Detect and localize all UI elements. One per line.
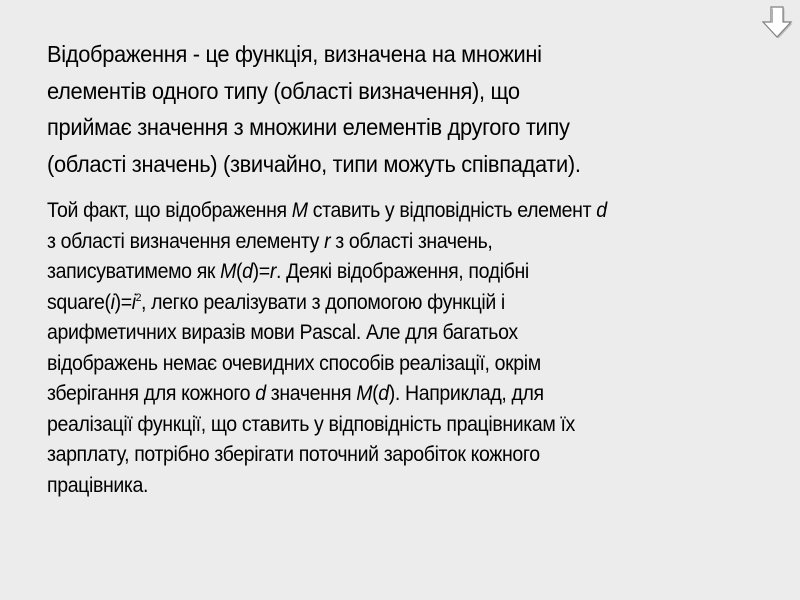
intro-line: Відображення - це функція, визначена на множині <box>47 41 542 67</box>
variable-r: r <box>324 229 331 253</box>
variable-d: d <box>255 382 266 405</box>
details-paragraph <box>47 196 749 501</box>
details-line <box>47 227 749 258</box>
details-line <box>47 379 749 410</box>
text-segment: )= <box>252 260 270 283</box>
variable-i: i <box>110 290 115 314</box>
text-segment: значення <box>265 382 357 405</box>
slide-content <box>47 36 787 501</box>
text-segment: )= <box>114 290 132 314</box>
variable-m: M <box>220 260 237 283</box>
variable-m: M <box>291 199 308 222</box>
slide-navigation <box>760 3 794 39</box>
text-segment: записуватимемо як <box>47 260 221 283</box>
details-line: працівника. <box>47 473 149 497</box>
text-segment: ( <box>236 260 243 283</box>
exponent: 2 <box>135 291 142 304</box>
text-segment: з області визначення елементу <box>47 229 325 253</box>
details-line: зарплату, потрібно зберігати поточний заробіток кожного <box>47 443 540 466</box>
text-segment: ( <box>372 382 379 405</box>
text-segment: Той факт, що відображення <box>47 199 292 222</box>
variable-r: r <box>269 260 276 283</box>
variable-d: d <box>242 260 253 283</box>
down-arrow-icon[interactable] <box>760 3 794 39</box>
variable-d: d <box>596 199 607 222</box>
details-line <box>47 288 749 319</box>
text-segment: ). Наприклад, для <box>388 382 544 405</box>
variable-i: i <box>131 290 136 314</box>
text-segment: ставить у відповідність елемент <box>307 199 597 222</box>
details-line <box>47 196 749 227</box>
text-segment: , легко реалізувати з допомогою функцій і <box>141 290 505 314</box>
intro-paragraph <box>47 36 786 182</box>
variable-m: M <box>356 382 373 405</box>
text-segment: зберігання для кожного <box>47 382 256 405</box>
text-segment: . Деякі відображення, подібні <box>275 260 529 283</box>
text-segment: з області значень, <box>330 229 493 253</box>
text-segment: square( <box>47 290 111 314</box>
variable-d: d <box>378 382 389 405</box>
intro-line: приймає значення з множини елементів другого типу <box>47 114 570 140</box>
details-line: реалізації функції, що ставить у відповідність працівникам їх <box>47 412 575 436</box>
intro-line: елементів одного типу (області визначення), що <box>47 77 520 104</box>
details-line: арифметичних виразів мови Pascal. Але для багатьох <box>47 321 518 344</box>
details-line <box>47 257 749 288</box>
intro-line: (області значень) (звичайно, типи можуть співпадати). <box>47 150 581 177</box>
details-line: відображень немає очевидних способів реалізації, окрім <box>47 351 541 375</box>
